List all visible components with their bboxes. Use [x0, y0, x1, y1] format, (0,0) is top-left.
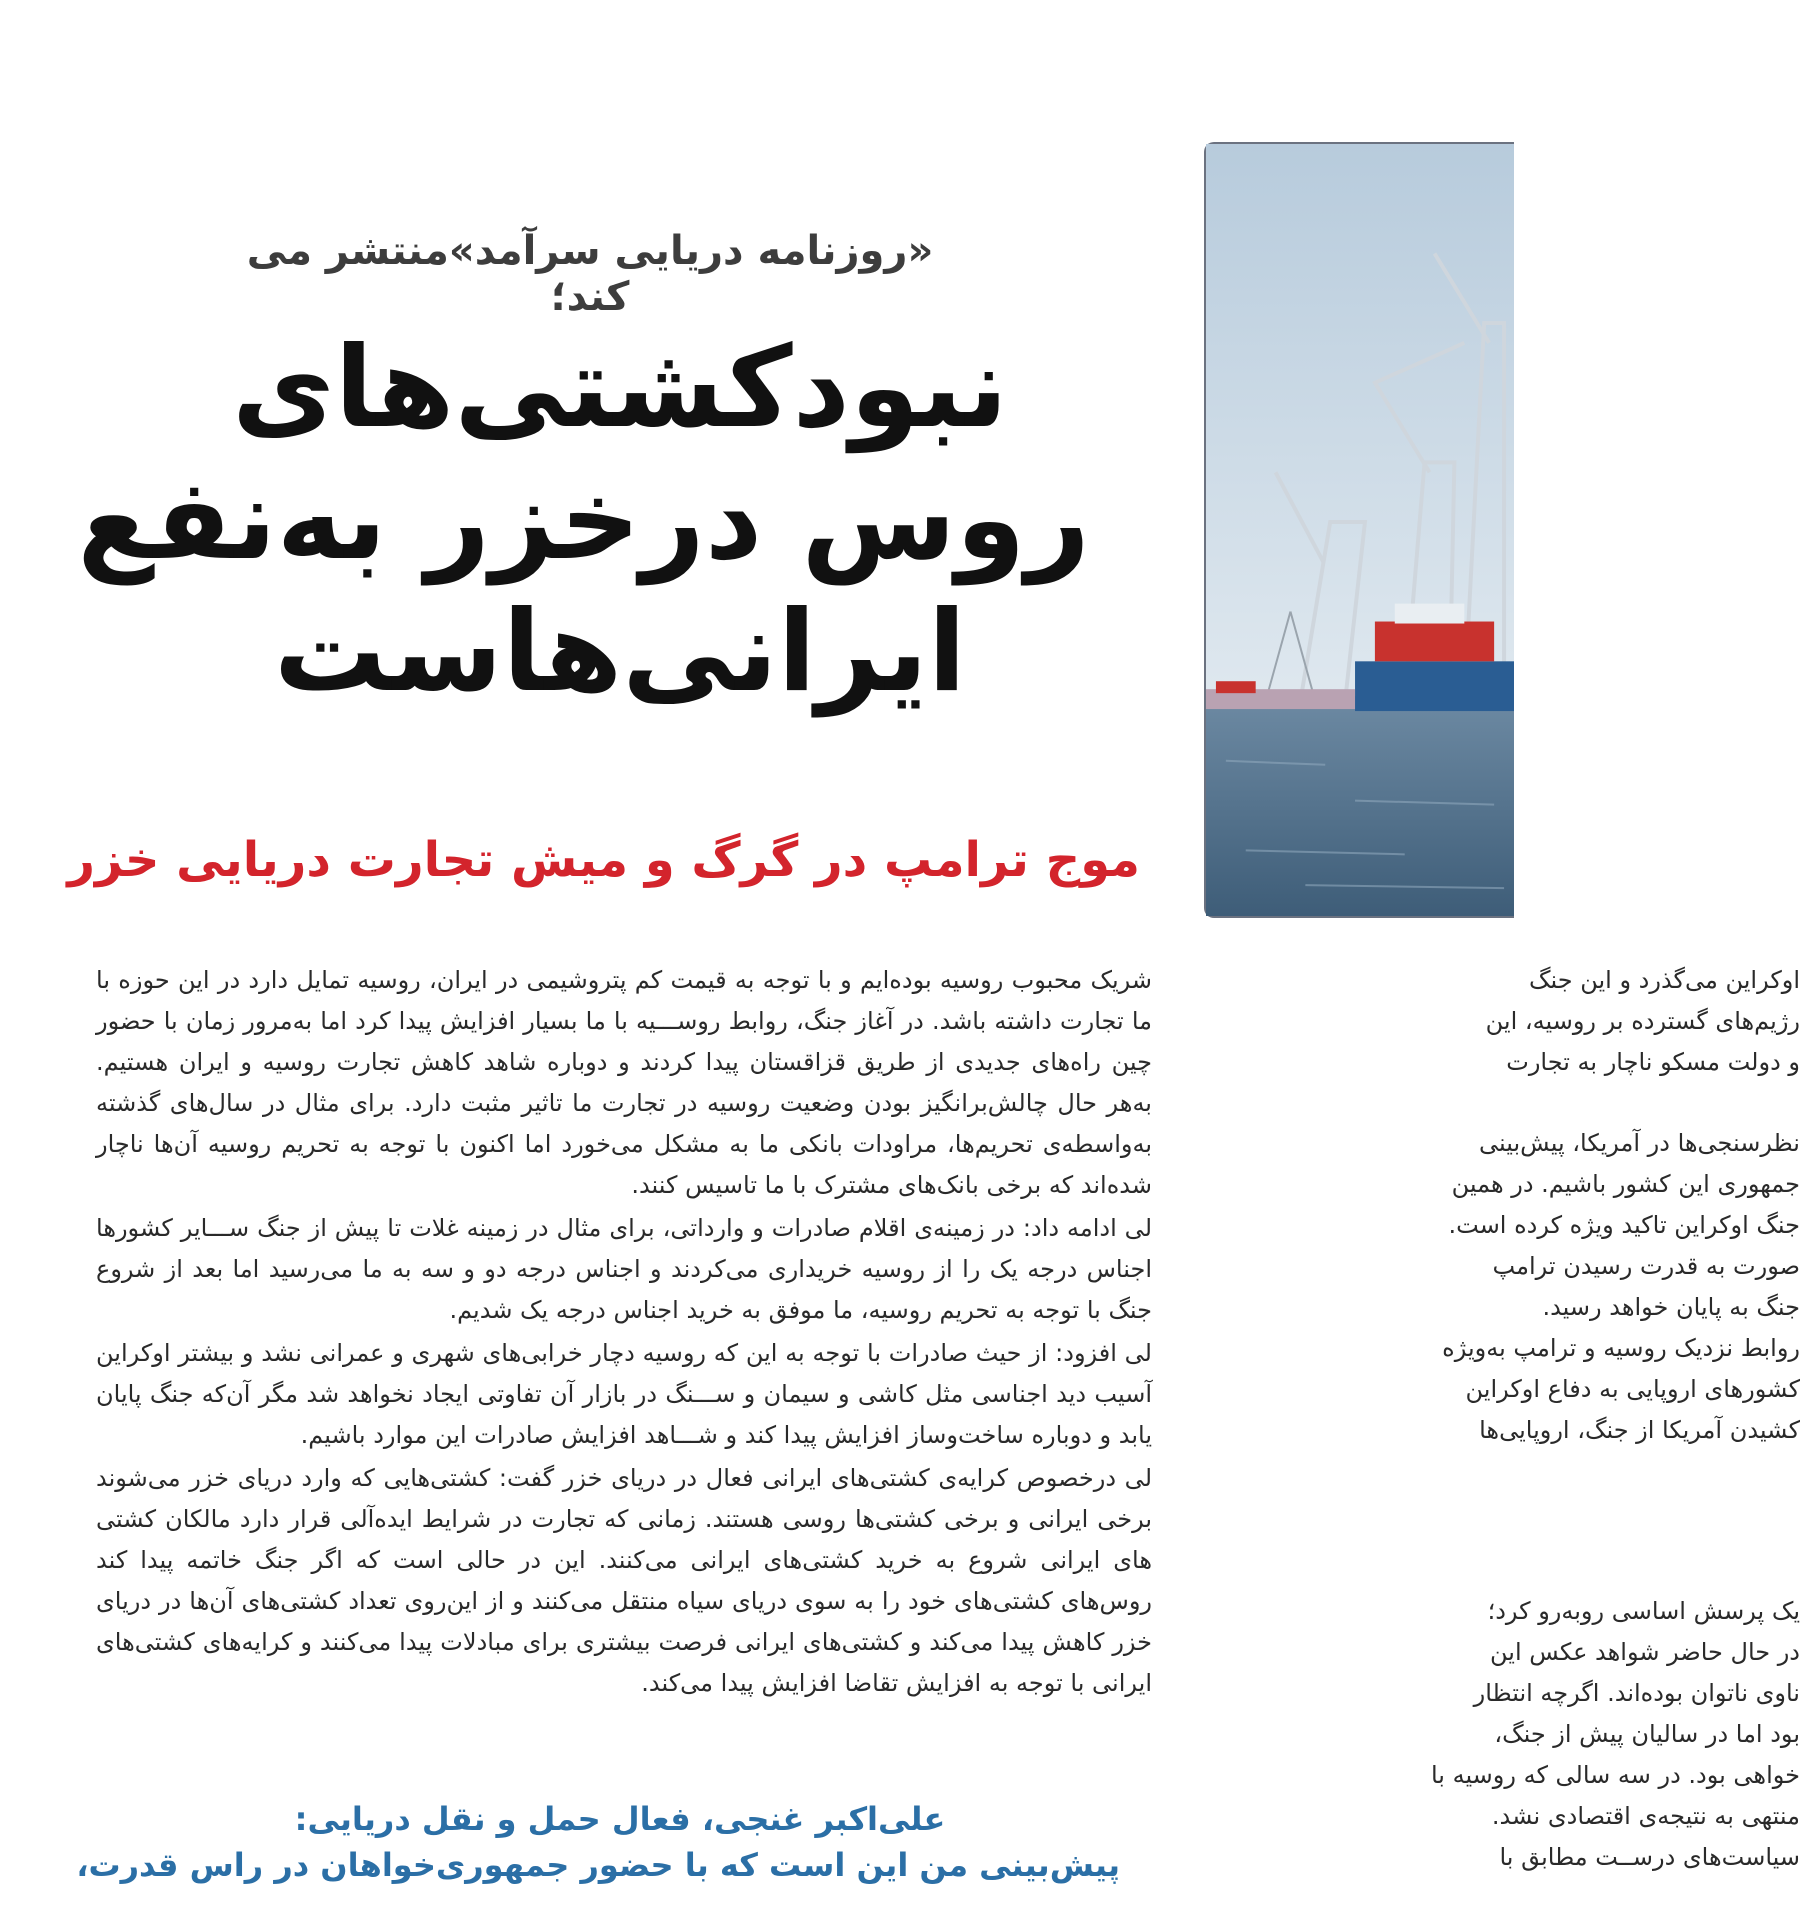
body-paragraph: لی افزود: از حیث صادرات با توجه به این که روسیه دچار خرابی‌های شهری و عمرانی نشد و بیشتر اوکراین آسیب دید اجناسی مثل کاشی و سیمان و ســـنگ در بازار آن تفاوتی ایجاد نخواهد شد مگر آن‌که جنگ پایان یابد و دوباره ساخت‌وساز افزایش پیدا کند و شـــاهد افزایش صادرات این موارد باشیم. [96, 1339, 1152, 1449]
headline-line: ایرانی‌هاست [273, 587, 967, 717]
side-line: ناوی ناتوان بوده‌اند. اگرچه انتظار [1473, 1679, 1800, 1707]
side-line: سیاست‌های درســت مطابق با [1499, 1843, 1800, 1871]
side-line: کشیدن آمریکا از جنگ، اروپایی‌ها [1479, 1416, 1800, 1444]
side-line: خواهی بود. در سه سالی که روسیه با [1430, 1761, 1800, 1789]
side-line: جنگ به پایان خواهد رسید. [1542, 1293, 1800, 1321]
side-line: کشورهای اروپایی به دفاع اوکراین [1465, 1375, 1800, 1403]
body-paragraph: لی ادامه داد: در زمینه‌ی اقلام صادرات و وارداتی، برای مثال در زمینه غلات تا پیش از جنگ ســـایر کشورها اجناس درجه یک را از روسیه خریداری می‌کردند و اجناس درجه دو و سه به ما می‌رسید اما بعد از شروع جنگ با توجه به تحریم روسیه، ما موفق به خرید اجناس درجه یک شدیم. [96, 1214, 1152, 1324]
side-line: در حال حاضر شواهد عکس این [1490, 1638, 1800, 1666]
side-line: صورت به قدرت رسیدن ترامپ [1492, 1252, 1800, 1280]
subheadline: موج ترامپ در گرگ و میش تجارت دریایی خزر [67, 832, 1140, 888]
side-line: نظرسنجی‌ها در آمریکا، پیش‌بینی [1478, 1129, 1800, 1157]
article-kicker: «روزنامه دریایی سرآمد»منتشر می کند؛ [246, 228, 934, 320]
port-cranes-ship-photo-icon [1206, 144, 1514, 916]
body-paragraph: لی درخصوص کرایه‌ی کشتی‌های ایرانی فعال در دریای خزر گفت: کشتی‌هایی که وارد دریای خزر می‌شوند برخی ایرانی و برخی کشتی‌ها روسی هستند. زمانی که تجارت در شرایط ایده‌آلی قرار دارد مالکان کشتی های ایرانی شروع به خرید کشتی‌های ایرانی می‌کنند. این در حالی است که اگر جنگ خاتمه پیدا کند روس‌های کشتی‌های خود را به سوی دریای سیاه منتقل می‌کنند و از این‌روی تعداد کشتی‌های آن‌ها در دریای خزر کاهش پیدا می‌کند و کشتی‌های ایرانی فرصت بیشتری برای مبادلات پیدا می‌کنند و کرایه‌های کشتی‌های ایرانی با توجه به افزایش تقاضا افزایش پیدا می‌کند. [96, 1464, 1152, 1697]
side-block [1200, 1123, 1800, 1451]
side-line: جنگ اوکراین تاکید ویژه کرده است. [1448, 1211, 1800, 1239]
pull-quote [0, 1780, 1500, 1896]
side-line: منتهی به نتیجه‌ی اقتصادی نشد. [1491, 1802, 1800, 1830]
quote-text: پیش‌بینی من این است که با حضور جمهوری‌خواهان در راس قدرت، [76, 1846, 1120, 1884]
headline [77, 322, 1090, 718]
side-block [1200, 960, 1800, 1083]
headline-line: روس درخزر به‌نفع [77, 455, 1090, 585]
body-paragraph: شریک محبوب روسیه بوده‌ایم و با توجه به قیمت کم پتروشیمی در ایران، روسیه تمایل دارد در این حوزه با ما تجارت داشته باشد. در آغاز جنگ، روابط روســـیه با ما بسیار افزایش پیدا کرد اما به‌مرور زمان با حضور چین راه‌های جدیدی از طریق قزاقستان پیدا کردند و دوباره شاهد کاهش تجارت روسیه و ایران هستیم. به‌هر حال چالش‌برانگیز بودن وضعیت روسیه در تجارت ما تاثیر مثبت دارد. برای مثال در سال‌های گذشته به‌واسطه‌ی تحریم‌ها، مراودات بانکی ما به مشکل می‌خورد اما اکنون با توجه به تحریم روسیه آن‌ها ناچار شده‌اند که برخی بانک‌های مشترک با ما تاسیس کنند. [96, 966, 1152, 1199]
quote-attribution: علی‌اکبر غنجی، فعال حمل و نقل دریایی: [294, 1800, 946, 1838]
port-photo [1204, 142, 1514, 918]
side-line: روابط نزدیک روسیه و ترامپ به‌ویژه [1442, 1334, 1800, 1362]
side-line: بود اما در سالیان پیش از جنگ، [1494, 1720, 1800, 1748]
side-line: جمهوری این کشور باشیم. در همین [1451, 1170, 1800, 1198]
headline-line: نبودکشتی‌های [232, 323, 1008, 453]
side-line: اوکراین می‌گذرد و این جنگ [1529, 966, 1800, 994]
side-line: رژیم‌های گسترده بر روسیه، این [1485, 1007, 1800, 1035]
article-body [96, 960, 1152, 1706]
side-column [1196, 950, 1800, 1896]
side-line: و دولت مسکو ناچار به تجارت [1506, 1048, 1800, 1076]
side-line: یک پرسش اساسی روبه‌رو کرد؛ [1487, 1597, 1800, 1625]
